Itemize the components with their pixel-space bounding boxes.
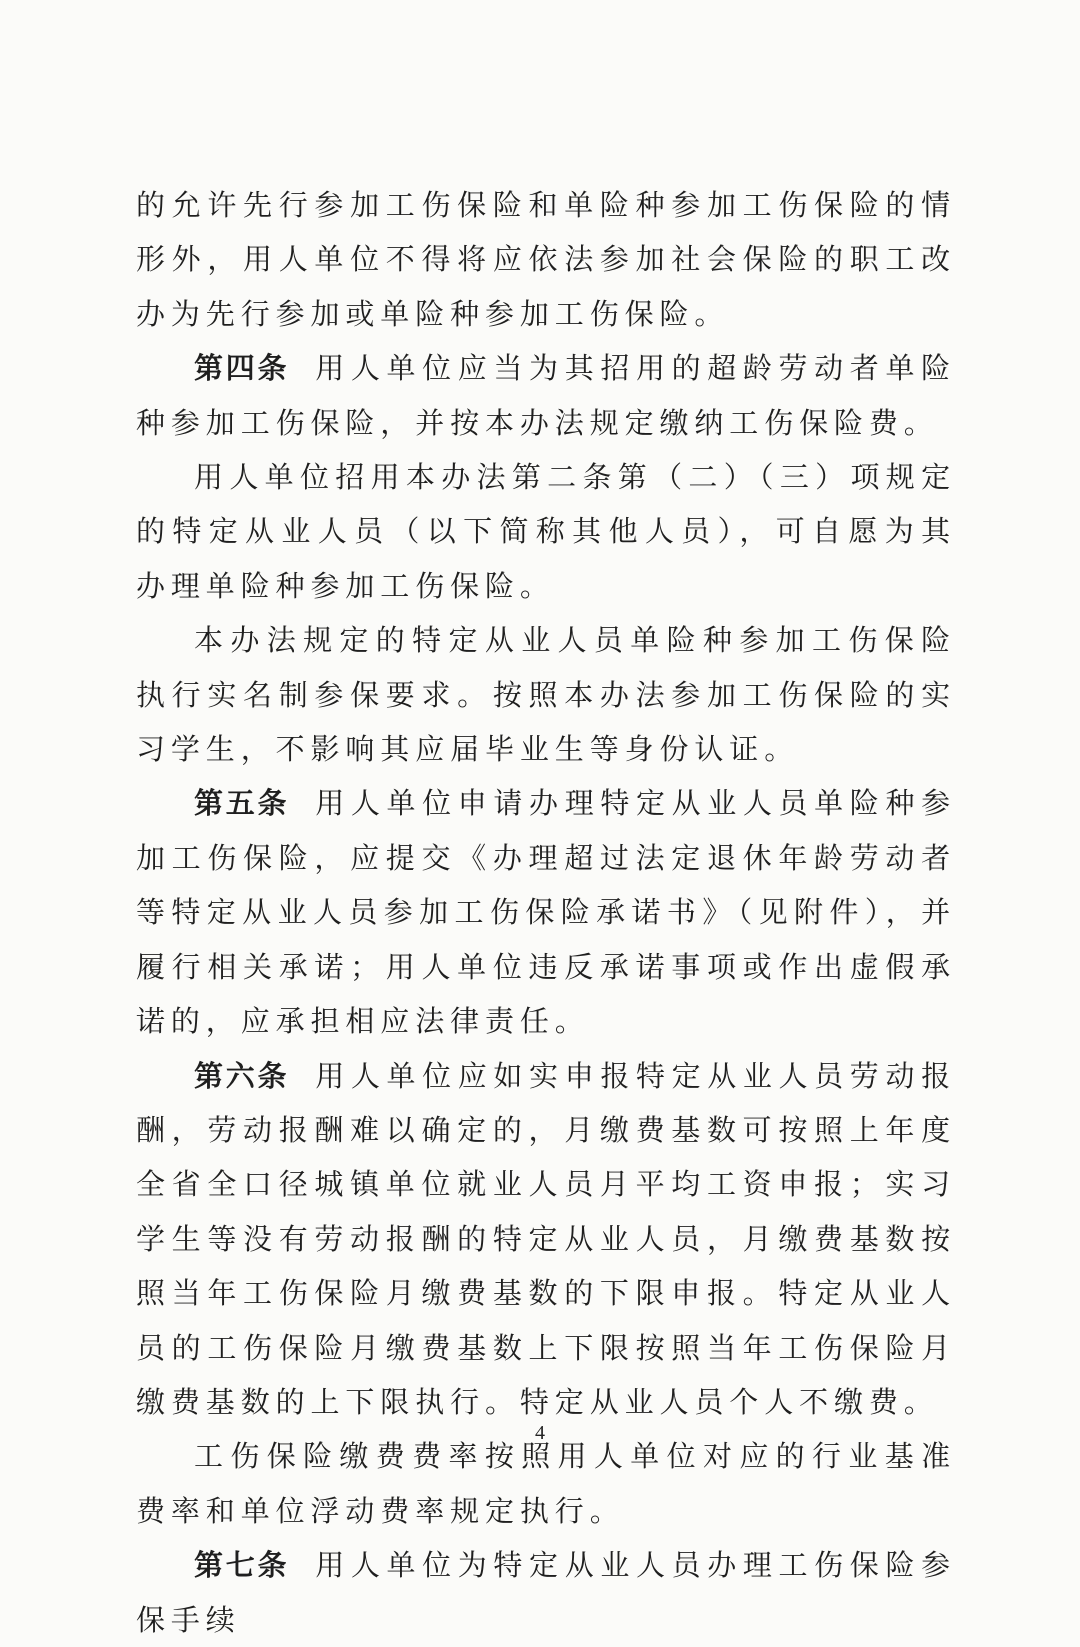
article-6-heading: 第六条 — [194, 1058, 290, 1093]
article-5-text: 用人单位申请办理特定从业人员单险种参加工伤保险，应提交《办理超过法定退休年龄劳动者等特定从业人员参加工伤保险承诺书》（见附件），并履行相关承诺；用人单位违反承诺事项或作出虚假承诺的，应承担相应法律责任。 — [136, 786, 956, 1039]
article-4-paragraph — [136, 341, 956, 450]
page-number: 4 — [535, 1422, 545, 1444]
article-4-text: 用人单位应当为其招用的超龄劳动者单险种参加工伤保险，并按本办法规定缴纳工伤保险费。 — [136, 351, 956, 440]
article-4-paragraph-3: 本办法规定的特定从业人员单险种参加工伤保险执行实名制参保要求。按照本办法参加工伤保险的实习学生，不影响其应届毕业生等身份认证。 — [136, 623, 956, 767]
article-7-heading: 第七条 — [194, 1548, 290, 1583]
article-7-paragraph — [136, 1538, 956, 1647]
article-4-paragraph-2: 用人单位招用本办法第二条第（二）（三）项规定的特定从业人员（以下简称其他人员），可自愿为其办理单险种参加工伤保险。 — [136, 460, 956, 603]
article-6-text: 用人单位应如实申报特定从业人员劳动报酬，劳动报酬难以确定的，月缴费基数可按照上年度全省全口径城镇单位就业人员月平均工资申报；实习学生等没有劳动报酬的特定从业人员，月缴费基数按照当年工伤保险月缴费基数的下限申报。特定从业人员的工伤保险月缴费基数上下限按照当年工伤保险月缴费基数的上下限执行。特定从业人员个人不缴费。 — [136, 1058, 956, 1419]
article-5-paragraph — [136, 776, 956, 1048]
article-7-text: 用人单位为特定从业人员办理工伤保险参保手续 — [136, 1548, 956, 1637]
article-6-paragraph-2: 工伤保险缴费费率按照用人单位对应的行业基准费率和单位浮动费率规定执行。 — [136, 1439, 956, 1528]
article-6-paragraph — [136, 1049, 956, 1430]
paragraph-continuation: 的允许先行参加工伤保险和单险种参加工伤保险的情形外，用人单位不得将应依法参加社会保险的职工改办为先行参加或单险种参加工伤保险。 — [136, 188, 956, 331]
article-5-heading: 第五条 — [194, 786, 290, 821]
article-4-heading: 第四条 — [194, 351, 290, 386]
